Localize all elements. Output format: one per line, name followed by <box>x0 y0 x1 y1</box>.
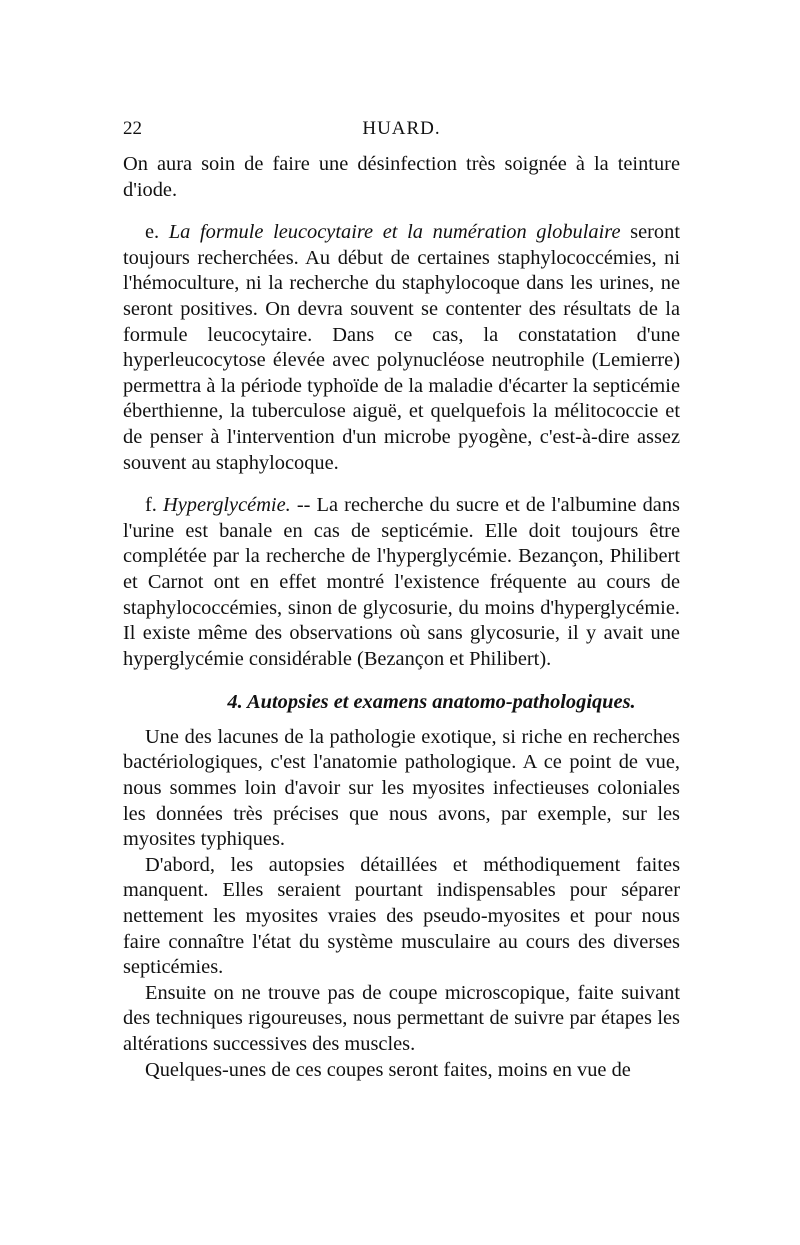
paragraph-text: seront toujours recherchées. Au début de certaines staphylococcémies, ni l'hémoculture, ni la recherche du staphylocoque dans les urines, ne seront positives. On devra souvent se contenter des résultats de la formule leucocytaire. Dans ce cas, la constatation d'une hyperleucocytose élevée avec polynucléose neutrophile (Lemierre) permettra à la période typhoïde de la maladie d'écarter la septicémie éberthienne, la tuberculose aiguë, et quelquefois la mélitococcie et de penser à l'intervention d'un microbe pyogène, c'est-à-dire assez souvent au staphylocoque. <box>123 221 680 474</box>
page-header <box>123 118 680 152</box>
emphasis-formule: La formule leucocytaire et la numération globulaire <box>168 221 621 244</box>
emphasis-hyperglycemie: Hyperglycémie. <box>163 494 291 517</box>
paragraph-hyperglycemie <box>123 493 680 672</box>
running-head: HUARD. <box>362 118 441 139</box>
section-heading <box>123 690 680 716</box>
paragraph-coupes: Ensuite on ne trouve pas de coupe microscopique, faite suivant des techniques rigoureuses, nous permettant de suivre par étapes les altérations successives des muscles. <box>123 981 680 1055</box>
paragraph-text: -- La recherche du sucre et de l'albumine dans l'urine est banale en cas de septicémie. Elle doit toujours être complétée par la recherche de l'hyperglycémie. Bezançon, Philibert et Carnot ont en effet montré l'existence fréquente au cours de staphylococcémies, sinon de glycosurie, du moins d'hyperglycémie. Il existe même des observations où sans glycosurie, il y avait une hyperglycémie considérable (Bezançon et Philibert). <box>123 494 680 670</box>
paragraph-formule-leucocytaire <box>123 220 680 476</box>
item-label-f: f. <box>145 494 157 517</box>
book-page <box>123 118 680 1083</box>
body-text <box>123 152 680 1083</box>
section-number: 4. <box>227 691 243 714</box>
page-number: 22 <box>123 118 142 139</box>
section-title: Autopsies et examens anatomo-pathologiques. <box>247 691 636 714</box>
paragraph-lacunes: Une des lacunes de la pathologie exotique, si riche en recherches bactériologiques, c'est l'anatomie pathologique. A ce point de vue, nous sommes loin d'avoir sur les myosites infectieuses coloniales les données très précises que nous avons, par exemple, sur les myosites typhiques. <box>123 725 680 851</box>
paragraph-disinfection: On aura soin de faire une désinfection très soignée à la teinture d'iode. <box>123 153 680 201</box>
item-label-e: e. <box>145 221 160 244</box>
paragraph-last-line: Quelques-unes de ces coupes seront faites, moins en vue de <box>145 1058 631 1081</box>
paragraph-autopsies: D'abord, les autopsies détaillées et méthodiquement faites manquent. Elles seraient pourtant indispensables pour séparer nettement les myosites vraies des pseudo-myosites et pour nous faire connaître l'état du système musculaire au cours des diverses septicémies. <box>123 853 680 979</box>
